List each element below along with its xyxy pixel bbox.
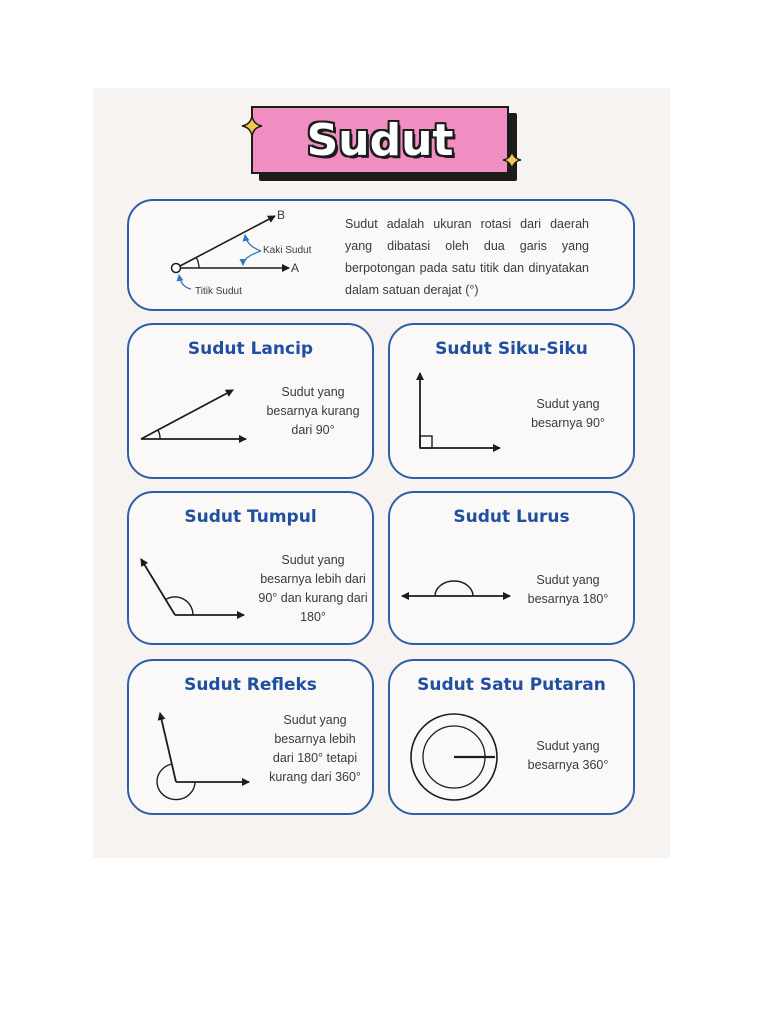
card-description: Sudut yang besarnya 180°	[527, 573, 609, 606]
full-rotation-diagram	[390, 661, 520, 811]
leg-label: Kaki Sudut	[263, 245, 312, 256]
acute-angle-card	[127, 323, 374, 479]
acute-angle-diagram	[129, 325, 259, 475]
vertex-pointer-arrow	[179, 275, 191, 289]
right-angle-diagram	[390, 325, 520, 475]
title-banner	[251, 106, 509, 174]
card-description: Sudut yang besarnya 360°	[527, 739, 609, 772]
card-title: Sudut Satu Putaran	[417, 675, 606, 695]
sparkle-icon	[502, 150, 522, 170]
page-title: Sudut	[306, 114, 454, 166]
vertex-point	[172, 264, 181, 273]
sparkle-icon	[241, 115, 263, 137]
angle-arc	[196, 257, 199, 268]
definition-card	[127, 199, 635, 311]
point-a-label: A	[291, 261, 300, 275]
leg-pointer-arrow	[243, 251, 261, 265]
angle-definition-diagram	[129, 201, 339, 309]
straight-angle-card	[388, 491, 635, 645]
card-description: Sudut yang besarnya kurang dari 90°	[266, 385, 360, 437]
vertex-label: Titik Sudut	[195, 286, 242, 297]
card-title: Sudut Tumpul	[184, 507, 317, 527]
card-title: Sudut Siku-Siku	[435, 339, 588, 359]
straight-angle-diagram	[390, 493, 520, 643]
obtuse-angle-card	[127, 491, 374, 645]
card-title: Sudut Lancip	[187, 339, 314, 359]
card-title: Sudut Lurus	[453, 507, 570, 527]
reflex-angle-card	[127, 659, 374, 815]
card-title: Sudut Refleks	[184, 675, 317, 695]
reflex-angle-diagram	[129, 661, 259, 811]
point-b-label: B	[277, 208, 286, 222]
definition-text: Sudut adalah ukuran rotasi dari daerah yang dibatasi oleh dua garis yang berpotongan pada satu titik dan dinyatakan dalam satuan derajat (°)	[345, 217, 589, 297]
card-description: Sudut yang besarnya lebih dari 180° tetapi kurang dari 360°	[269, 713, 361, 784]
ray-b	[180, 216, 275, 266]
card-description: Sudut yang besarnya 90°	[531, 397, 605, 430]
obtuse-angle-diagram	[129, 493, 259, 643]
leg-pointer-arrow	[245, 235, 261, 251]
right-angle-card	[388, 323, 635, 479]
full-rotation-card	[388, 659, 635, 815]
card-description: Sudut yang besarnya lebih dari 90° dan kurang dari 180°	[258, 553, 368, 624]
